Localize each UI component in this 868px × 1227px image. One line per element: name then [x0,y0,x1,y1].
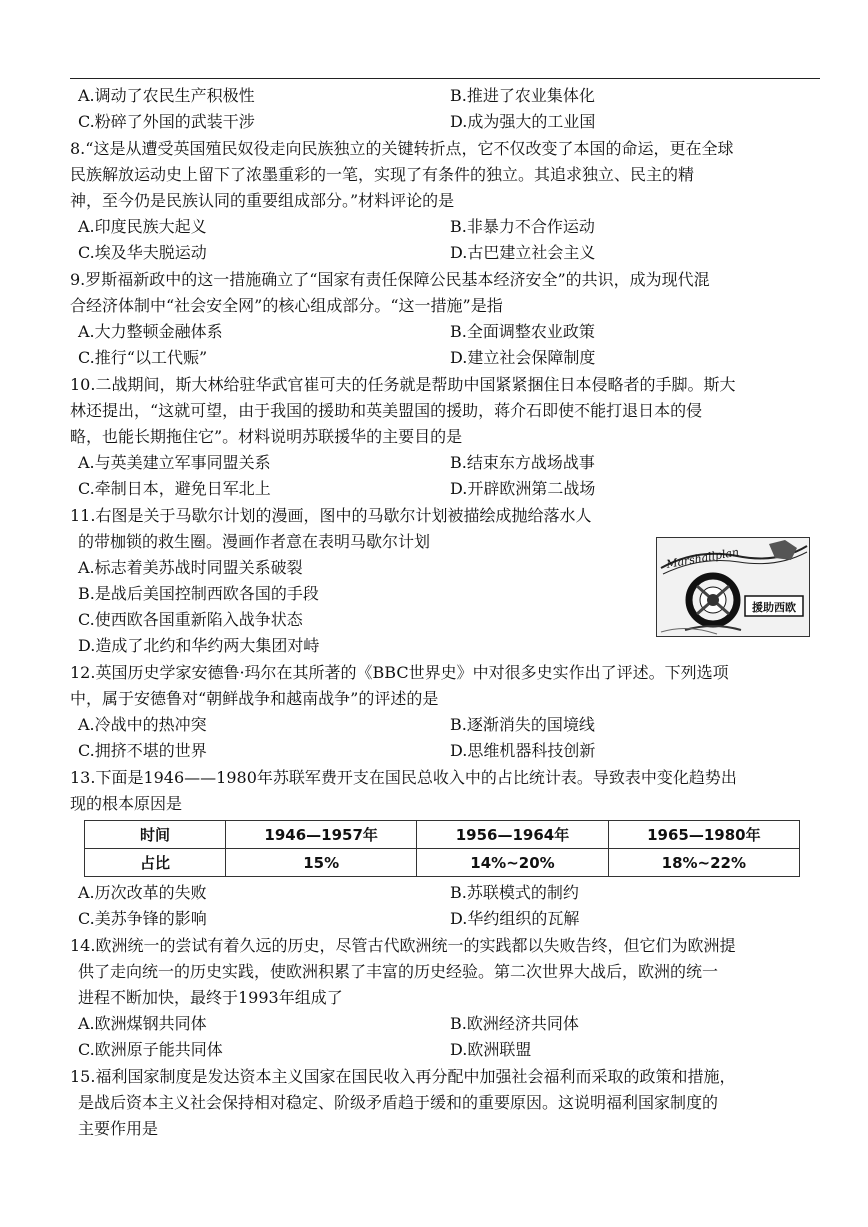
q13-stem-line-1: 13.下面是1946——1980年苏联军费开支在国民总收入中的占比统计表。导致表中变化趋势出 [70,768,737,787]
q14-stem-line-1: 14.欧洲统一的尝试有着久远的历史，尽管古代欧洲统一的实践都以失败告终，但它们为欧洲提 [70,936,736,955]
q9-option-a[interactable]: A.大力整顿金融体系 [78,322,223,341]
q13-option-b[interactable]: B.苏联模式的制约 [450,883,579,902]
table-header-cell: 时间 [85,821,226,849]
q8-stem-line-1: 8.“这是从遭受英国殖民奴役走向民族独立的关键转折点，它不仅改变了本国的命运，更在全球 [70,139,734,158]
q11-stem-line-1: 11.右图是关于马歇尔计划的漫画，图中的马歇尔计划被描绘成抛给落水人 [70,506,592,525]
q11-option-b[interactable]: B.是战后美国控制西欧各国的手段 [78,584,319,603]
q11-option-a[interactable]: A.标志着美苏战时同盟关系破裂 [78,558,303,577]
q10-option-c[interactable]: C.牵制日本，避免日军北上 [78,479,271,498]
q14-options [70,1011,820,1063]
table-row [85,849,800,877]
table-cell: 14%~20% [417,849,608,877]
question-10 [70,372,820,502]
q7-option-a[interactable]: A.调动了农民生产积极性 [78,86,255,105]
q15-stem-line-3: 主要作用是 [78,1119,159,1138]
q12-options [70,712,820,764]
question-14 [70,933,820,1063]
q10-stem-line-1: 10.二战期间，斯大林给驻华武官崔可夫的任务就是帮助中国紧紧捆住日本侵略者的手脚。斯大 [70,375,736,394]
q15-stem-line-2: 是战后资本主义社会保持相对稳定、阶级矛盾趋于缓和的重要原因。这说明福利国家制度的 [78,1093,719,1112]
cartoon-banner-text: Marshallplan [665,545,741,571]
q7-options [70,83,820,135]
marshall-plan-cartoon [656,537,810,637]
q12-option-a[interactable]: A.冷战中的热冲突 [78,715,207,734]
table-cell: 18%~22% [608,849,799,877]
q11-stem-line-2: 的带枷锁的救生圈。漫画作者意在表明马歇尔计划 [78,532,431,551]
table-cell: 1956—1964年 [417,821,608,849]
q8-option-d[interactable]: D.古巴建立社会主义 [450,243,596,262]
q8-option-c[interactable]: C.埃及华夫脱运动 [78,243,207,262]
q11-option-c[interactable]: C.使西欧各国重新陷入战争状态 [78,610,303,629]
q7-option-d[interactable]: D.成为强大的工业国 [450,112,596,131]
q14-option-b[interactable]: B.欧洲经济共同体 [450,1014,579,1033]
q8-stem-line-3: 神，至今仍是民族认同的重要组成部分。”材料评论的是 [70,191,455,210]
q8-option-b[interactable]: B.非暴力不合作运动 [450,217,595,236]
q11-option-d[interactable]: D.造成了北约和华约两大集团对峙 [78,636,320,655]
q8-stem-line-2: 民族解放运动史上留下了浓墨重彩的一笔，实现了有条件的独立。其追求独立、民主的精 [70,165,695,184]
q9-option-c[interactable]: C.推行“以工代赈” [78,348,208,367]
q10-options [70,450,820,502]
q14-option-c[interactable]: C.欧洲原子能共同体 [78,1040,223,1059]
q7-option-c[interactable]: C.粉碎了外国的武装干涉 [78,112,255,131]
cartoon-caption: 援助西欧 [752,601,796,614]
q14-stem-line-2: 供了走向统一的历史实践，使欧洲积累了丰富的历史经验。第二次世界大战后，欧洲的统一 [78,962,719,981]
q12-option-c[interactable]: C.拥挤不堪的世界 [78,741,207,760]
q14-option-a[interactable]: A.欧洲煤钢共同体 [78,1014,207,1033]
q14-option-d[interactable]: D.欧洲联盟 [450,1040,532,1059]
q12-stem-line-1: 12.英国历史学家安德鲁·玛尔在其所著的《BBC世界史》中对很多史实作出了评述。下列选项 [70,663,729,682]
q10-option-d[interactable]: D.开辟欧洲第二战场 [450,479,596,498]
question-12 [70,660,820,764]
question-13 [70,765,820,932]
table-header-cell: 占比 [85,849,226,877]
q12-option-d[interactable]: D.思维机器科技创新 [450,741,596,760]
q9-stem-line-2: 合经济体制中“社会安全网”的核心组成部分。“这一措施”是指 [70,296,503,315]
header-rule [70,78,820,79]
q8-option-a[interactable]: A.印度民族大起义 [78,217,207,236]
table-cell: 1946—1957年 [226,821,417,849]
question-8 [70,136,820,266]
q12-stem-line-2: 中，属于安德鲁对“朝鲜战争和越南战争”的评述的是 [70,689,439,708]
q9-stem-line-1: 9.罗斯福新政中的这一措施确立了“国家有责任保障公民基本经济安全”的共识，成为现代混 [70,270,710,289]
cartoon-drawing [657,538,809,636]
q13-option-c[interactable]: C.美苏争锋的影响 [78,909,207,928]
q14-stem-line-3: 进程不断加快，最终于1993年组成了 [78,988,343,1007]
q10-stem-line-3: 略，也能长期拖住它”。材料说明苏联援华的主要目的是 [70,427,463,446]
q13-option-a[interactable]: A.历次改革的失败 [78,883,207,902]
question-list [70,82,820,1142]
q15-stem-line-1: 15.福利国家制度是发达资本主义国家在国民收入再分配中加强社会福利而采取的政策和措施， [70,1067,736,1086]
q13-stem-line-2: 现的根本原因是 [70,794,183,813]
q9-option-b[interactable]: B.全面调整农业政策 [450,322,595,341]
q13-options [70,880,820,932]
q13-option-d[interactable]: D.华约组织的瓦解 [450,909,580,928]
question-9 [70,267,820,371]
question-15 [70,1064,820,1142]
table-cell: 1965—1980年 [608,821,799,849]
q9-options [70,319,820,371]
q10-option-b[interactable]: B.结束东方战场战事 [450,453,595,472]
q8-options [70,214,820,266]
q10-option-a[interactable]: A.与英美建立军事同盟关系 [78,453,271,472]
military-spending-table [84,820,800,877]
q12-option-b[interactable]: B.逐渐消失的国境线 [450,715,595,734]
question-11 [70,503,820,659]
q7-option-b[interactable]: B.推进了农业集体化 [450,86,595,105]
table-row [85,821,800,849]
table-cell: 15% [226,849,417,877]
q10-stem-line-2: 林还提出，“这就可望，由于我国的援助和英美盟国的援助，蒋介石即使不能打退日本的侵 [70,401,703,420]
q9-option-d[interactable]: D.建立社会保障制度 [450,348,596,367]
